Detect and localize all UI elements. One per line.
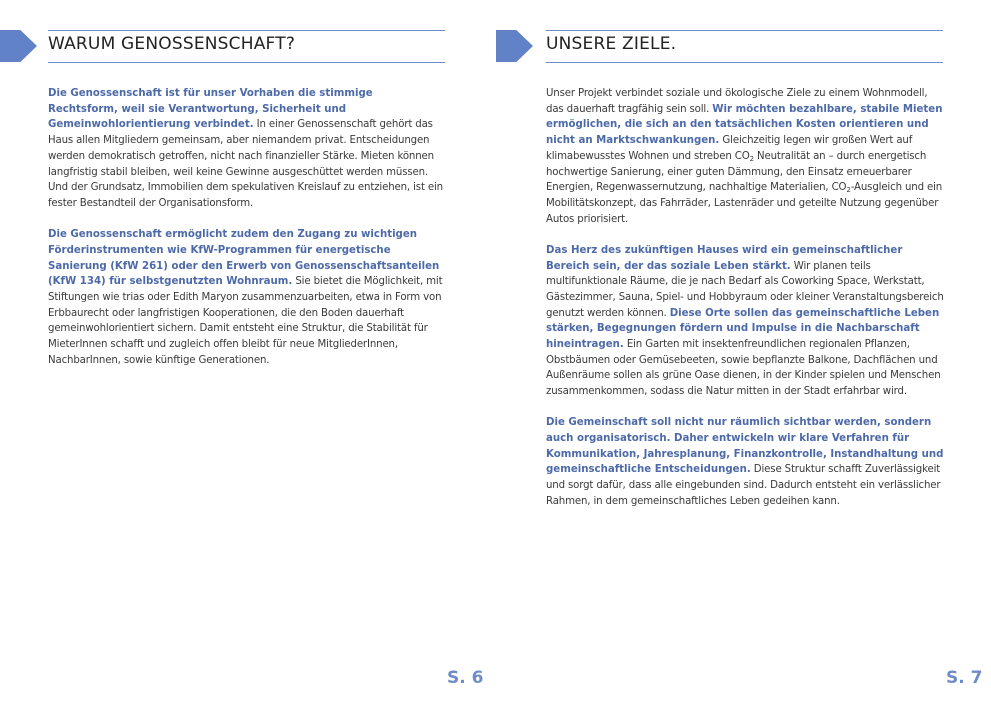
subscript: 2 [846, 186, 851, 195]
paragraph [546, 243, 944, 400]
body-text [48, 86, 446, 384]
heading-rule [48, 62, 445, 63]
paragraph-text: Gleichzeitig legen wir großen Wert auf klimabewusstes Wohnen und streben CO [546, 135, 913, 162]
top-rule [546, 30, 943, 31]
paragraph-highlight: Wir möchten bezahlbare, stabile Mieten ermöglichen, die sich an den tatsächlichen Kosten orientieren und nicht an Marktschwankungen. [546, 103, 943, 147]
paragraph-text: Diese Struktur schafft Zuverlässigkeit und sorgt dafür, dass alle eingebunden sind. Dadurch entsteht ein verlässlicher Rahmen, in dem gemeinschaftliches Leben gedeihen kann. [546, 464, 941, 507]
subscript: 2 [749, 154, 754, 163]
paragraph-text: -Ausgleich und ein Mobilitätskonzept, das Fahrräder, Lastenräder und geteilte Nutzung gegenüber Autos priorisiert. [546, 182, 943, 225]
section-heading: WARUM GENOSSENSCHAFT? [48, 34, 296, 54]
paragraph-highlight: Diese Orte sollen das gemeinschaftliche Leben stärken, Begegnungen fördern und Impulse in die Nachbarschaft hineintragen. [546, 307, 940, 351]
paragraph-highlight: Die Gemeinschaft soll nicht nur räumlich sichtbar werden, sondern auch organisatorisch. Daher entwickeln wir klare Verfahren für Kommunikation, Jahresplanung, Finanzkontrolle, Instandhaltung und gemeinschaftliche Entscheidungen. [546, 417, 944, 476]
section-heading: UNSERE ZIELE. [546, 34, 677, 54]
paragraph [48, 227, 446, 368]
paragraph-highlight: Das Herz des zukünftigen Hauses wird ein gemeinschaftlicher Bereich sein, der das soziale Leben stärkt. [546, 244, 903, 272]
paragraph-text: In einer Genossenschaft gehört das Haus allen Mitgliedern gemeinsam, aber niemandem privat. Entscheidungen werden demokratisch getroffen, nicht nach finanzieller Stärke. Mieten können langfristig stabil bleiben, weil keine Gewinne ausgeschüttet werden müssen. Und der Grundsatz, Immobilien dem spekulativen Kreislauf zu entziehen, ist ein fester Bestandteil der Organisationsform. [48, 119, 443, 209]
arrow-marker-icon [0, 30, 37, 62]
page-number: S. 7 [946, 668, 983, 688]
page-right [496, 0, 991, 701]
paragraph-text: Sie bietet die Möglichkeit, mit Stiftungen wie trias oder Edith Maryon zusammenzuarbeiten, etwa in Form von Erbbaurecht oder langfristigen Kooperationen, die den Boden dauerhaft gemeinwohlorientiert sichern. Damit entsteht eine Struktur, die Stabilität für MieterInnen schafft und zugleich offen bleibt für neue MitgliederInnen, NachbarInnen, sowie künftige Generationen. [48, 276, 443, 366]
page-number: S. 6 [447, 668, 484, 688]
paragraph-text: Neutralität an – durch energetisch hochwertige Sanierung, einer guten Dämmung, den Einsatz erneuerbarer Energien, Regenwassernutzung, nachhaltige Materialien, CO [546, 150, 927, 194]
arrow-marker-icon [496, 30, 533, 62]
paragraph [546, 86, 944, 227]
paragraph-text: Ein Garten mit insektenfreundlichen regionalen Pflanzen, Obstbäumen oder Gemüsebeeten, sowie bepflanzte Balkone, Dachflächen und Außenräume sollen als grüne Oase dienen, in der Kinder spielen und Menschen zusammenkommen, sodass die Natur mitten in der Stadt erfahrbar wird. [546, 339, 941, 398]
top-rule [48, 30, 445, 31]
body-text [546, 86, 944, 525]
paragraph-text: Wir planen teils multifunktionale Räume, die je nach Bedarf als Coworking Space, Werkstatt, Gästezimmer, Sauna, Spiel- und Hobbyraum oder kleiner Veranstaltungsbereich genutzt werden können. [546, 260, 944, 319]
paragraph [48, 86, 446, 212]
page-left [0, 0, 495, 701]
heading-rule [546, 62, 943, 63]
paragraph-text: Unser Projekt verbindet soziale und ökologische Ziele zu einem Wohnmodell, das dauerhaft tragfähig sein soll. [546, 88, 928, 115]
paragraph-highlight: Die Genossenschaft ermöglicht zudem den Zugang zu wichtigen Förderinstrumenten wie KfW-Programmen für energetische Sanierung (KfW 261) oder den Erwerb von Genossenschaftsanteilen (KfW 134) für selbstgenutzten Wohnraum. [48, 229, 440, 288]
paragraph [546, 415, 944, 509]
paragraph-highlight: Die Genossenschaft ist für unser Vorhaben die stimmige Rechtsform, weil sie Verantwortung, Sicherheit und Gemeinwohlorientierung verbindet. [48, 88, 373, 131]
